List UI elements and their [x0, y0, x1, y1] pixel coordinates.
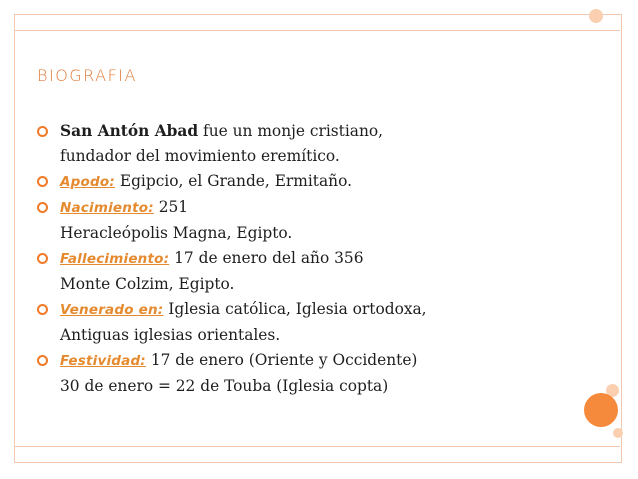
- item-continuation: Heracleópolis Magna, Egipto.: [60, 224, 293, 242]
- top-divider: [14, 30, 620, 31]
- decor-small-circle-top: [589, 9, 603, 23]
- item-label: Nacimiento:: [60, 200, 154, 216]
- item-text: 17 de enero (Oriente y Occidente): [145, 351, 418, 369]
- item-text: Iglesia católica, Iglesia ortodoxa,: [163, 300, 427, 318]
- item-label: Venerado en:: [60, 302, 164, 318]
- list-item: [37, 297, 507, 348]
- list-item: [37, 246, 507, 297]
- item-label: Apodo:: [60, 174, 115, 190]
- bullet-icon: [37, 304, 48, 315]
- bullet-icon: [37, 176, 48, 187]
- list-item: [37, 348, 507, 399]
- item-label: Fallecimiento:: [60, 251, 170, 267]
- item-continuation: Antiguas iglesias orientales.: [60, 326, 281, 344]
- slide-title: BIOGRAFIA: [37, 66, 137, 85]
- list-item: [37, 119, 507, 169]
- item-text: Egipcio, el Grande, Ermitaño.: [114, 172, 352, 190]
- item-continuation: Monte Colzim, Egipto.: [60, 275, 235, 293]
- biography-list: [37, 119, 507, 399]
- item-text: 251: [153, 198, 189, 216]
- item-continuation: fundador del movimiento eremítico.: [60, 147, 340, 165]
- decor-small-circle-bottom: [613, 428, 623, 438]
- bullet-icon: [37, 202, 48, 213]
- bottom-divider: [14, 446, 620, 447]
- list-item: [37, 169, 507, 195]
- list-item: [37, 195, 507, 246]
- bullet-icon: [37, 126, 48, 137]
- item-label: Festividad:: [60, 353, 146, 369]
- item-text: fue un monje cristiano,: [198, 122, 384, 140]
- decor-large-circle: [584, 393, 618, 427]
- bullet-icon: [37, 355, 48, 366]
- item-continuation: 30 de enero = 22 de Touba (Iglesia copta): [60, 377, 389, 395]
- item-text: 17 de enero del año 356: [169, 249, 364, 267]
- bullet-icon: [37, 253, 48, 264]
- item-bold-text: San Antón Abad: [60, 122, 199, 140]
